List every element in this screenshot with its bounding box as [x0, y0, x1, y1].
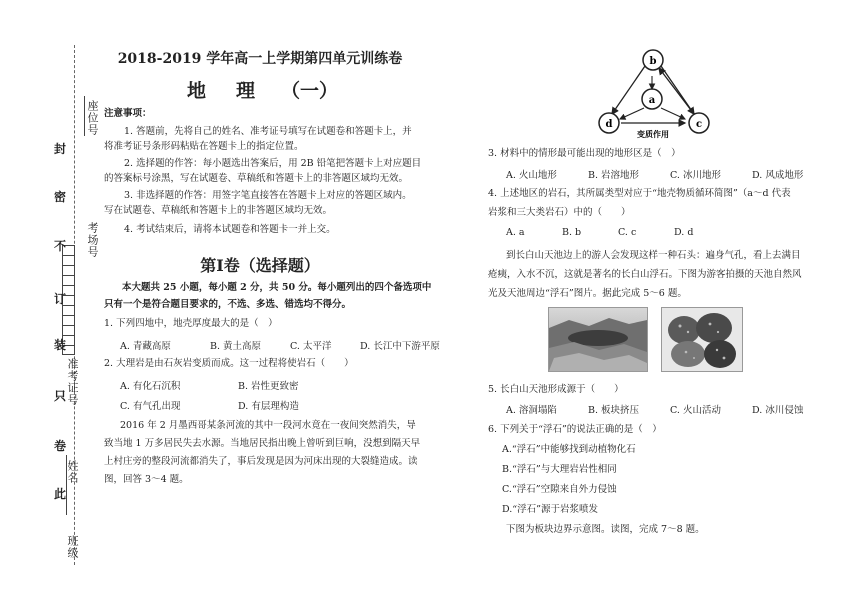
pumice-stones-photo	[661, 307, 743, 372]
question-4-line-1: 4. 上述地区的岩石，其所属类型对应于“地壳物质循环简图”（a～d 代表	[488, 188, 791, 199]
q3-option-b[interactable]: B. 岩溶地形	[588, 170, 640, 181]
ticket-no-label: 准考证号	[66, 358, 79, 406]
question-3-options	[506, 167, 803, 181]
notice-line-4: 的答案标号涂黑，写在试题卷、草稿纸和答题卡上的非答题区域均无效。	[104, 173, 409, 184]
q4-option-c[interactable]: C. c	[618, 227, 637, 238]
final-instruction: 下图为板块边界示意图。读图，完成 7～8 题。	[506, 524, 705, 535]
notice-line-3: 2. 选择题的作答：每小题选出答案后，用 2B 铅笔把答题卡上对应题目	[124, 158, 422, 169]
subject-paren: （一）	[281, 80, 339, 102]
q2-option-c[interactable]: C. 有气孔出现	[120, 401, 181, 412]
seat-no-label: 座位号	[86, 100, 99, 136]
node-a-label: a	[648, 95, 656, 106]
question-4-options	[506, 227, 693, 238]
binding-word-5: 装	[54, 338, 67, 352]
question-4-line-2: 岩浆和三大类岩石）中的（ ）	[488, 207, 631, 218]
notice-line-7: 4. 考试结束后，请将本试题卷和答题卡一并上交。	[124, 224, 336, 235]
question-6: 6. 下列关于“浮石”的说法正确的是（ ）	[488, 424, 662, 435]
tianchi-lake-photo	[548, 307, 648, 372]
q2-option-d[interactable]: D. 有层理构造	[238, 401, 299, 412]
passage-2-line-3: 光及天池周边“浮石”图片。据此完成 5～6 题。	[488, 288, 687, 299]
binding-word-4: 订	[54, 292, 67, 306]
binding-word-3: 不	[54, 239, 67, 253]
binding-word-6: 只	[54, 389, 67, 403]
q5-option-a[interactable]: A. 溶洞塌陷	[506, 405, 557, 416]
rock-cycle-diagram	[595, 44, 717, 142]
section-title: 第Ⅰ卷（选择题）	[200, 256, 320, 275]
notice-heading: 注意事项：	[104, 108, 152, 119]
q3-option-c[interactable]: C. 冰川地形	[670, 170, 721, 181]
notice-line-1: 1. 答题前，先将自己的姓名、准考证号填写在试题卷和答题卡上，并	[124, 126, 412, 137]
q6-option-d[interactable]: D.“浮石”源于岩浆喷发	[502, 504, 599, 515]
subject-char-2: 理	[236, 80, 256, 102]
q6-option-a[interactable]: A.“浮石”中能够找到动植物化石	[502, 444, 636, 455]
diagram-caption: 变质作用	[637, 129, 669, 139]
name-line	[66, 455, 67, 515]
question-2-options-row-1	[120, 378, 299, 392]
subject-char-1: 地	[187, 80, 207, 102]
passage-2-line-2: 疮痍，入水不沉，这就是著名的长白山浮石。下图为游客拍摄的天池自然风	[488, 269, 802, 280]
passage-1-line-2: 致当地 1 万多居民失去水源。当地居民指出晚上曾听到巨响，没想到隔天早	[104, 438, 421, 449]
seat-no-line	[84, 96, 85, 136]
q5-option-d[interactable]: D. 冰川侵蚀	[752, 405, 804, 416]
section-intro-1: 本大题共 25 小题，每小题 2 分，共 50 分。每小题列出的四个备选项中	[122, 282, 432, 293]
q4-option-a[interactable]: A. a	[506, 227, 525, 238]
name-label: 姓名	[66, 460, 79, 484]
q4-option-b[interactable]: B. b	[562, 227, 582, 238]
q2-option-b[interactable]: B. 岩性更致密	[238, 381, 299, 392]
notice-line-6: 写在试题卷、草稿纸和答题卡上的非答题区域均无效。	[104, 205, 333, 216]
q3-option-a[interactable]: A. 火山地形	[506, 170, 557, 181]
q2-option-a[interactable]: A. 有化石沉积	[120, 381, 181, 392]
node-d-label: d	[605, 119, 613, 130]
binding-word-2: 密	[54, 190, 67, 204]
question-5: 5. 长白山天池形成源于（ ）	[488, 384, 624, 395]
q1-option-d[interactable]: D. 长江中下游平原	[360, 341, 440, 352]
passage-2-line-1: 到长白山天池边上的游人会发现这样一种石头：遍身气孔，看上去满目	[506, 250, 801, 261]
subject-title	[187, 76, 338, 103]
q6-option-b[interactable]: B.“浮石”与大理岩岩性相同	[502, 464, 617, 475]
question-3: 3. 材料中的情形最可能出现的地形区是（ ）	[488, 148, 681, 159]
passage-1-line-4: 图，回答 3～4 题。	[104, 474, 189, 485]
section-intro-2: 只有一个是符合题目要求的，不选、多选、错选均不得分。	[104, 299, 352, 310]
q3-option-d[interactable]: D. 风成地形	[752, 170, 804, 181]
q1-option-a[interactable]: A. 青藏高原	[120, 341, 171, 352]
passage-1-line-1: 2016 年 2 月墨西哥某条河流的其中一段河水竟在一夜间突然消失，导	[120, 420, 416, 431]
binding-word-7: 卷	[54, 439, 67, 453]
question-2-options-row-2	[120, 398, 299, 412]
q1-option-b[interactable]: B. 黄土高原	[210, 341, 262, 352]
q5-option-b[interactable]: B. 板块挤压	[588, 405, 640, 416]
binding-word-8: 此	[54, 487, 67, 501]
binding-word-1: 封	[54, 142, 67, 156]
exam-room-label: 考场号	[86, 222, 99, 258]
question-2: 2. 大理岩是由石灰岩变质而成。这一过程将使岩石（ ）	[104, 358, 354, 369]
node-c-label: c	[695, 119, 703, 130]
notice-line-2: 将准考证号条形码粘贴在答题卡上的指定位置。	[104, 141, 304, 152]
class-label: 班级	[66, 535, 79, 559]
q1-option-c[interactable]: C. 太平洋	[290, 341, 332, 352]
exam-title: 2018-2019 学年高一上学期第四单元训练卷	[117, 51, 403, 67]
question-1: 1. 下列四地中，地壳厚度最大的是（ ）	[104, 318, 278, 329]
q6-option-c[interactable]: C.“浮石”空隙来自外力侵蚀	[502, 484, 617, 495]
passage-1-line-3: 上村庄旁的整段河流都消失了，事后发现是因为河床出现的大裂缝造成。读	[104, 456, 418, 467]
node-b-label: b	[649, 56, 657, 67]
q4-option-d[interactable]: D. d	[674, 227, 694, 238]
question-1-options	[120, 338, 440, 352]
q5-option-c[interactable]: C. 火山活动	[670, 405, 721, 416]
notice-line-5: 3. 非选择题的作答：用签字笔直接答在答题卡上对应的答题区域内。	[124, 190, 412, 201]
question-5-options	[506, 402, 803, 416]
